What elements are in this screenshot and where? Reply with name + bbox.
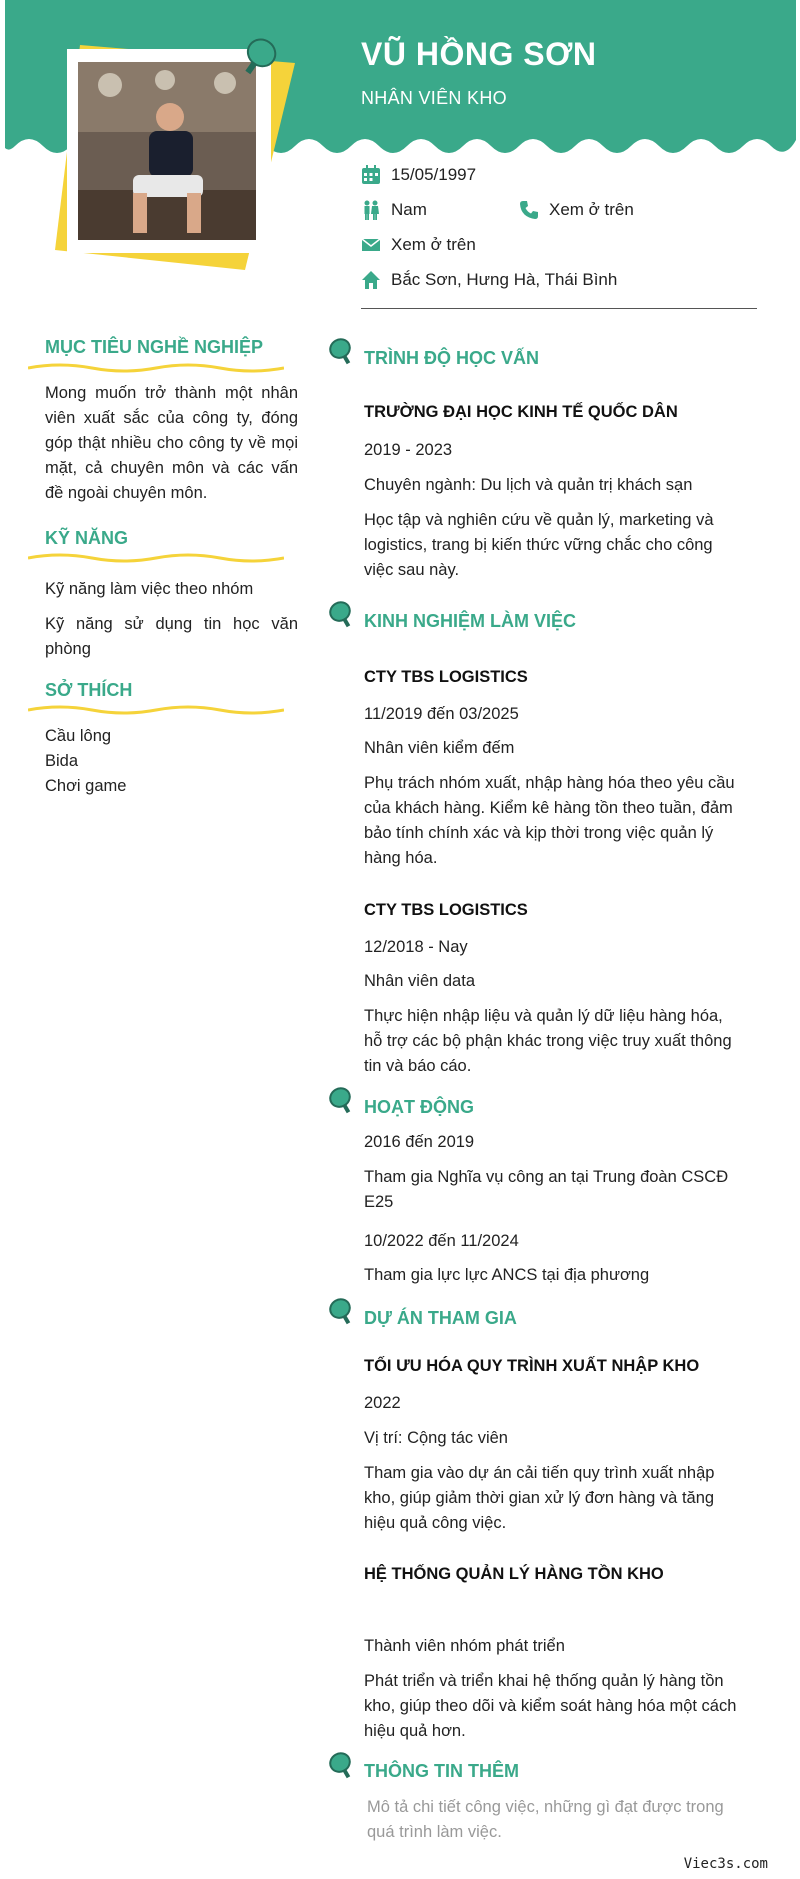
experience-description: Thực hiện nhập liệu và quản lý dữ liệu hàng hóa, hỗ trợ các bộ phận khác trong việc truy xuất thông tin và báo cáo. [364,1007,732,1075]
pushpin-icon [329,1087,355,1115]
address-value: Bắc Sơn, Hưng Hà, Thái Bình [391,270,618,289]
pushpin-icon [329,1752,355,1780]
experience-company: CTY TBS LOGISTICS [364,901,528,919]
objective-text: Mong muốn trở thành một nhân viên xuất sắc của công ty, đóng góp thật nhiều cho công ty về mọi mặt, cả chuyên môn và các vấn đề ngoài chuyên môn. [45,384,298,502]
job-title: NHÂN VIÊN KHO [361,88,507,108]
contact-birthday [361,165,476,185]
experience-period: 11/2019 đến 03/2025 [364,705,519,723]
contact-phone [519,200,634,220]
activity-period: 2016 đến 2019 [364,1133,475,1151]
contact-address [361,270,617,290]
home-icon [361,270,381,290]
project-role: Thành viên nhóm phát triển [364,1637,565,1655]
projects-title: DỰ ÁN THAM GIA [364,1308,517,1328]
hobbies-underline [28,704,284,716]
birthday-value: 15/05/1997 [391,165,477,184]
pushpin-icon [329,1298,355,1326]
project-year: 2022 [364,1394,401,1412]
additional-title: THÔNG TIN THÊM [364,1761,519,1781]
education-title: TRÌNH ĐỘ HỌC VẤN [364,348,539,368]
objective-underline [28,362,284,374]
project-description: Phát triển và triển khai hệ thống quản lý hàng tồn kho, giúp theo dõi và kiểm soát hàng hóa một cách hiệu quả hơn. [364,1672,737,1740]
phone-icon [519,200,539,220]
phone-value: Xem ở trên [549,200,634,219]
hobbies-title: SỞ THÍCH [45,680,133,700]
experience-period: 12/2018 - Nay [364,938,468,956]
education-description: Học tập và nghiên cứu về quản lý, marketing và logistics, trang bị kiến thức vững chắc cho công việc sau này. [364,511,714,579]
hobby-item: Cầu lông [45,727,112,745]
pushpin-icon [329,601,355,629]
experience-position: Nhân viên kiểm đếm [364,739,515,757]
skill-item: Kỹ năng làm việc theo nhóm [45,580,254,598]
experience-description: Phụ trách nhóm xuất, nhập hàng hóa theo yêu cầu của khách hàng. Kiểm kê hàng tồn theo tuần, đảm bảo tính chính xác và kịp thời trong việc quản lý hàng hóa. [364,774,735,867]
email-value: Xem ở trên [391,235,476,254]
activity-description: Tham gia lực lực ANCS tại địa phương [364,1266,650,1284]
activity-period: 10/2022 đến 11/2024 [364,1232,519,1250]
education-period: 2019 - 2023 [364,441,453,459]
contact-gender [361,200,427,220]
mail-icon [361,235,381,255]
calendar-icon [361,165,381,185]
candidate-name: VŨ HỒNG SƠN [361,36,597,72]
experience-title: KINH NGHIỆM LÀM VIỆC [364,611,577,631]
activities-title: HOẠT ĐỘNG [364,1097,474,1117]
objective-title: MỤC TIÊU NGHỀ NGHIỆP [45,337,264,357]
activity-description: Tham gia Nghĩa vụ công an tại Trung đoàn CSCĐ E25 [364,1168,729,1211]
project-name: HỆ THỐNG QUẢN LÝ HÀNG TỒN KHO [364,1565,664,1583]
skill-item: Kỹ năng sử dụng tin học văn phòng [45,615,298,658]
experience-position: Nhân viên data [364,972,475,990]
profile-photo [78,62,256,240]
project-role: Vị trí: Cộng tác viên [364,1429,508,1447]
skills-title: KỸ NĂNG [45,528,129,548]
contact-email [361,235,476,255]
skills-underline [28,552,284,564]
education-school: TRƯỜNG ĐẠI HỌC KINH TẾ QUỐC DÂN [364,403,678,421]
hobby-item: Chơi game [45,777,127,795]
gender-icon [361,200,381,220]
project-description: Tham gia vào dự án cải tiến quy trình xuất nhập kho, giúp giảm thời gian xử lý đơn hàng và tăng hiệu quả công việc. [364,1464,715,1532]
additional-placeholder[interactable]: Mô tả chi tiết công việc, những gì đạt được trong quá trình làm việc. [367,1798,724,1841]
project-name: TỐI ƯU HÓA QUY TRÌNH XUẤT NHẬP KHO [364,1357,700,1375]
gender-value: Nam [391,200,427,219]
education-major: Chuyên ngành: Du lịch và quản trị khách sạn [364,476,693,494]
experience-company: CTY TBS LOGISTICS [364,668,528,686]
hobby-item: Bida [45,752,79,770]
pushpin-icon [329,338,355,366]
header-divider [361,308,757,309]
watermark: Viec3s.com [683,1856,768,1872]
